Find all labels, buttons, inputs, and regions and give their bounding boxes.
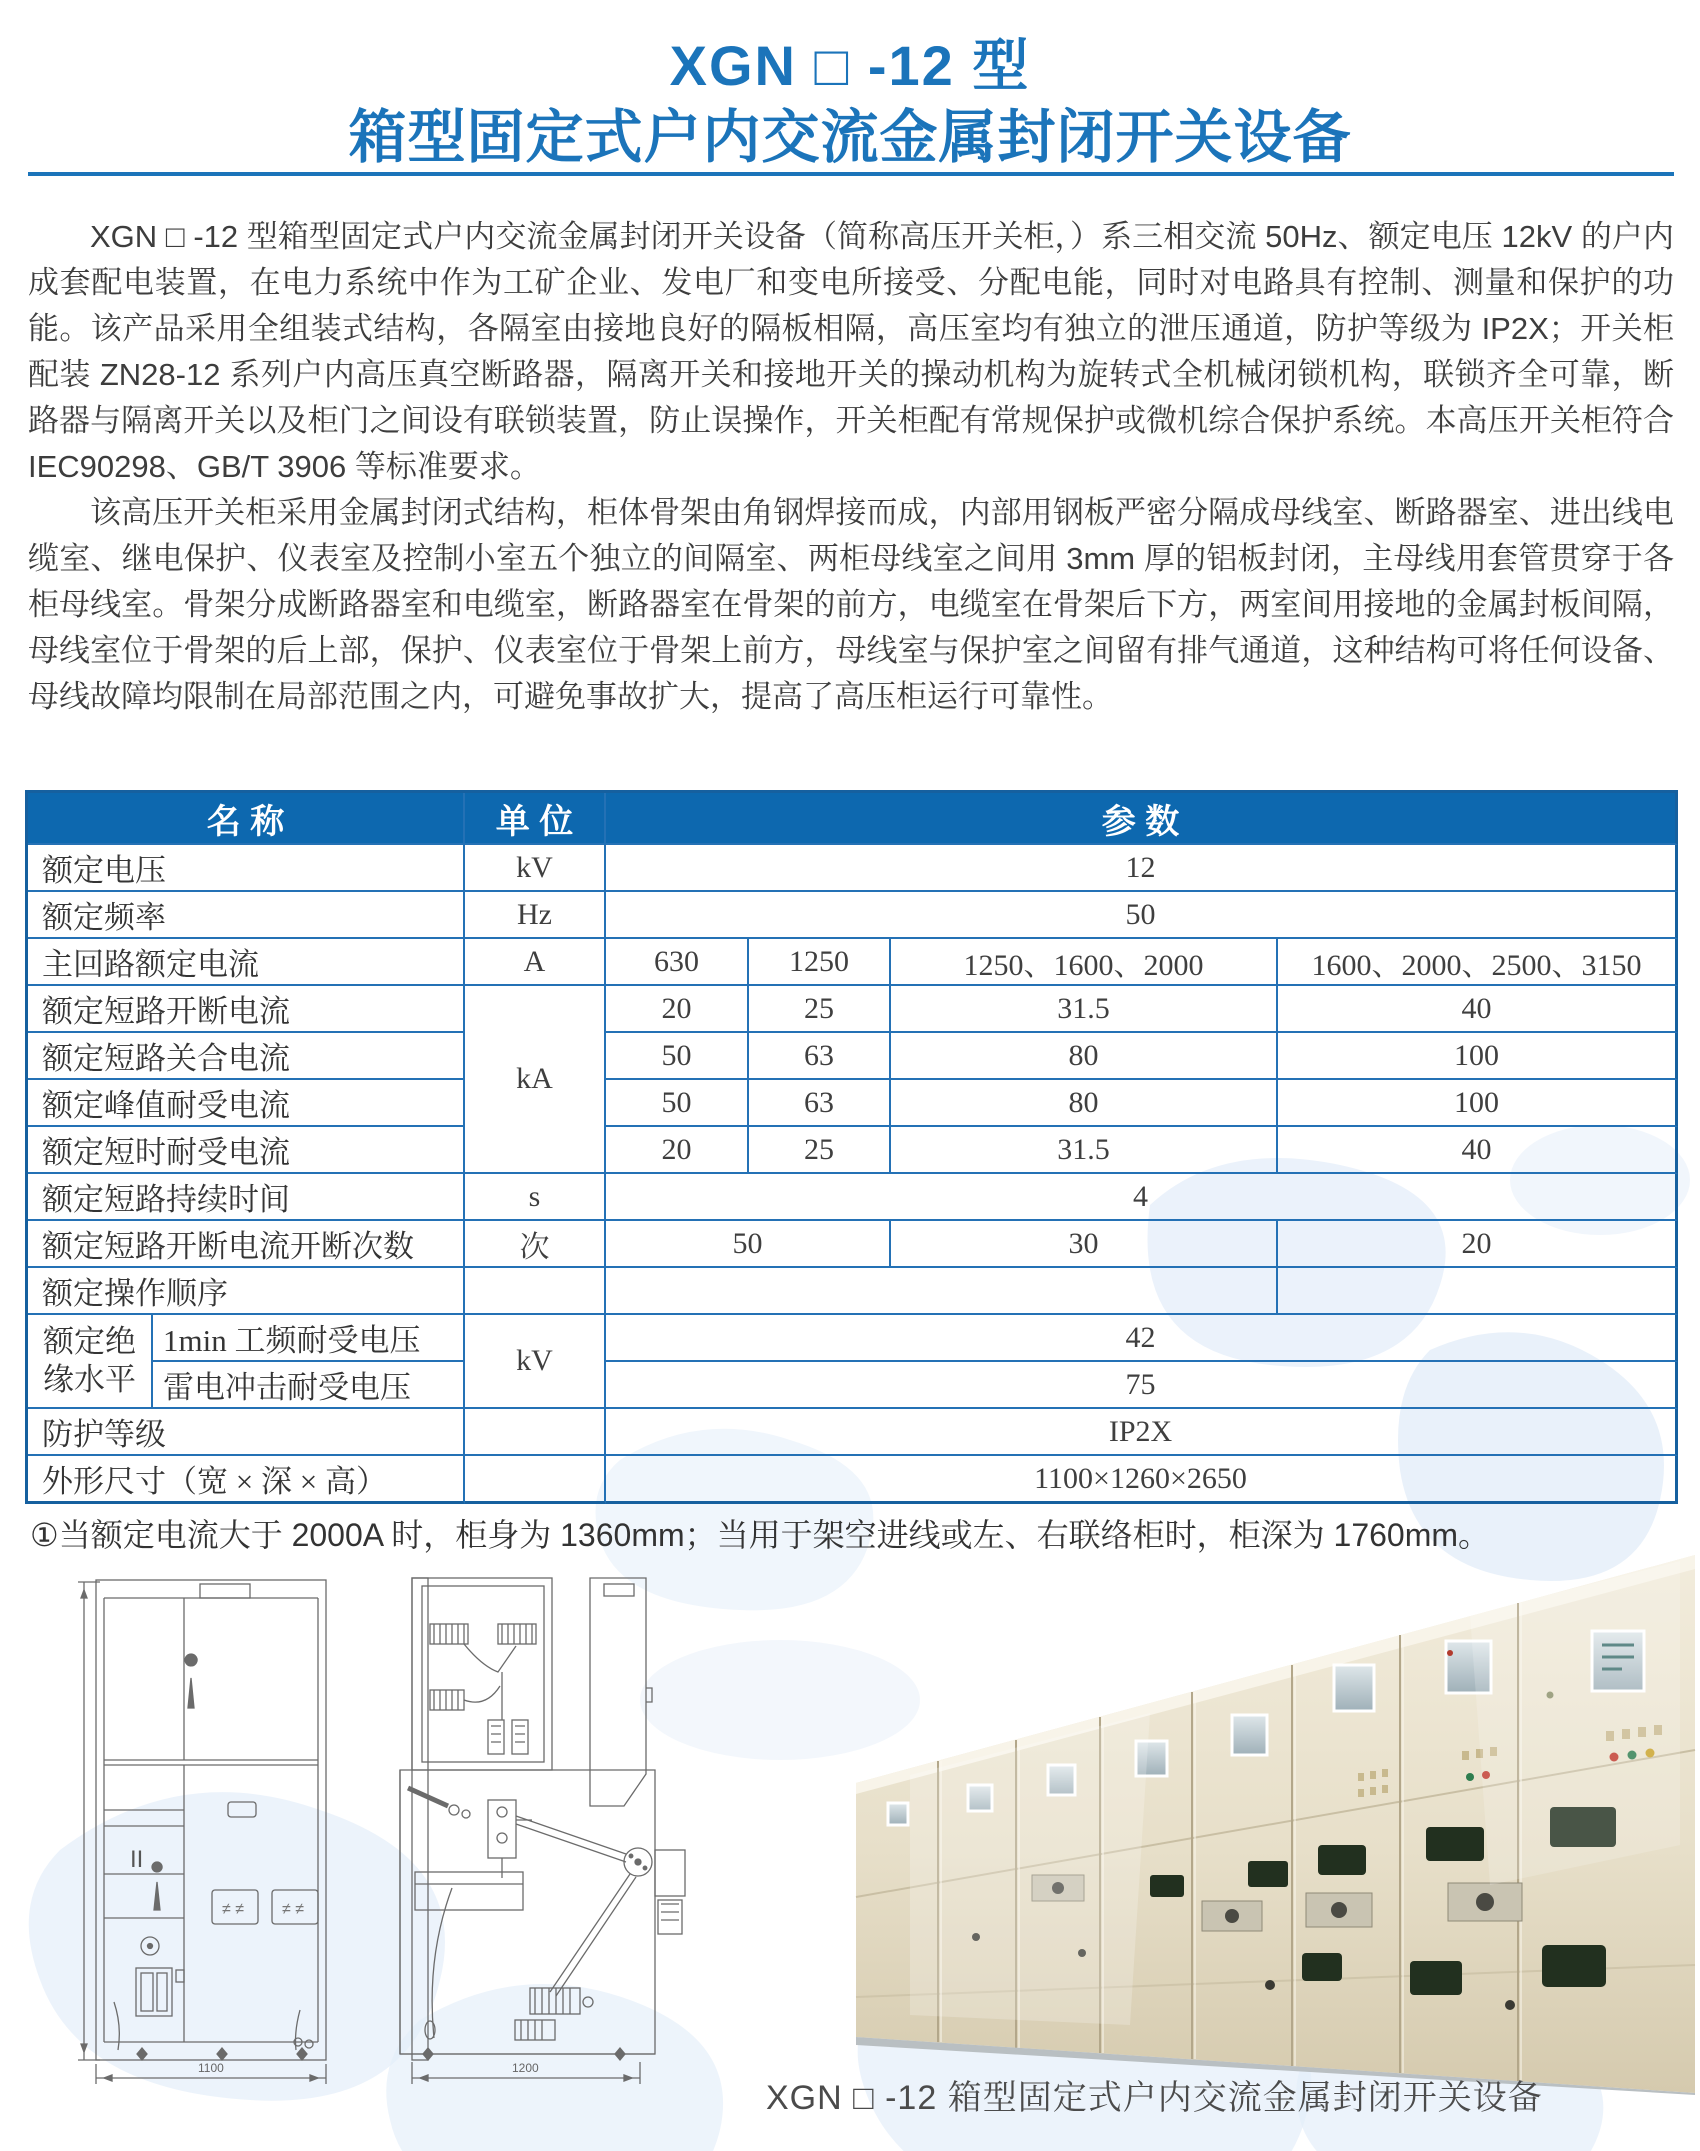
cell-name: 额定短路关合电流 [28, 1033, 465, 1080]
cell-value: 1250、1600、2000 [891, 939, 1278, 986]
cell-value: 1100×1260×2650 [606, 1456, 1678, 1504]
title-underline [28, 172, 1674, 176]
cell-value: 20 [606, 1127, 749, 1174]
cell-value: 50 [606, 1221, 891, 1268]
cell-value: 50 [606, 892, 1678, 939]
cell-name: 额定短路开断电流 [28, 986, 465, 1033]
cell-unit: Hz [465, 892, 606, 939]
cell-name: 额定短路开断电流开断次数 [28, 1221, 465, 1268]
svg-text:II: II [130, 1846, 144, 1873]
cell-unit-ka: kA [465, 986, 606, 1174]
col-header-unit: 单 位 [465, 793, 606, 845]
table-row-operations [28, 1221, 1678, 1268]
cell-value: 20 [1278, 1221, 1678, 1268]
page-title-line2: 箱型固定式户内交流金属封闭开关设备 [348, 105, 1352, 170]
cell-name: 外形尺寸（宽 × 深 × 高） [28, 1456, 465, 1504]
cell-value: 1250 [749, 939, 891, 986]
cell-unit: s [465, 1174, 606, 1221]
table-row-making [28, 1033, 1678, 1080]
technical-drawings [60, 1572, 705, 2117]
cell-unit: A [465, 939, 606, 986]
table-row-insulation-2 [28, 1362, 1678, 1409]
cell-value: 12 [606, 845, 1678, 892]
side-view-drawing [400, 1578, 685, 2084]
cell-unit-empty [465, 1409, 606, 1456]
cell-value: 1600、2000、2500、3150 [1278, 939, 1678, 986]
page-title-line1: XGN □ -12 型 [669, 34, 1031, 97]
intro-paragraph-2: 该高压开关柜采用金属封闭式结构，柜体骨架由角钢焊接而成，内部用钢板严密分隔成母线室、断路器室、进出线电缆室、继电保护、仪表室及控制小室五个独立的间隔室、两柜母线室之间用 3mm 厚的铝板封闭，主母线用套管贯穿于各柜母线室。骨架分成断路器室和电缆室，断路器室在骨架的前方，电缆室在骨架后下方，两室间用接地的金属封板间隔，母线室位于骨架的后上部，保护、仪表室位于骨架上前方，母线室与保护室之间留有排气通道，这种结构可将任何设备、母线故障均限制在局部范围之内，可避免事故扩大，提高了高压柜运行可靠性。 [28, 495, 1674, 714]
cell-value: 50 [606, 1080, 749, 1127]
cell-unit-empty [465, 1456, 606, 1504]
table-row-sequence [28, 1268, 1678, 1315]
cell-name: 额定峰值耐受电流 [28, 1080, 465, 1127]
table-row-breaking [28, 986, 1678, 1033]
table-row-peak [28, 1080, 1678, 1127]
cell-name: 额定电压 [28, 845, 465, 892]
cell-value: 42 [606, 1315, 1678, 1362]
cell-name: 额定短时耐受电流 [28, 1127, 465, 1174]
cell-value: 4 [606, 1174, 1678, 1221]
cell-value: 20 [606, 986, 749, 1033]
cell-value-empty [1278, 1268, 1678, 1315]
table-row-duration [28, 1174, 1678, 1221]
cell-subname: 雷电冲击耐受电压 [153, 1362, 465, 1409]
svg-text:≠ ≠: ≠ ≠ [282, 1901, 305, 1918]
cell-value: 80 [891, 1033, 1278, 1080]
cell-value: 80 [891, 1080, 1278, 1127]
table-row-main-current [28, 939, 1678, 986]
cell-value: 40 [1278, 986, 1678, 1033]
cell-name: 主回路额定电流 [28, 939, 465, 986]
table-row-dimensions [28, 1456, 1678, 1504]
cell-value-empty [606, 1268, 1278, 1315]
cell-value: IP2X [606, 1409, 1678, 1456]
intro-text [28, 214, 1674, 720]
cell-value: 63 [749, 1080, 891, 1127]
cell-value: 25 [749, 986, 891, 1033]
coil-symbols [430, 1624, 536, 1710]
table-row-insulation-1 [28, 1315, 1678, 1362]
cell-unit-empty [465, 1268, 606, 1315]
col-header-params: 参 数 [606, 793, 1678, 845]
cell-value: 63 [749, 1033, 891, 1080]
svg-text:≠ ≠: ≠ ≠ [222, 1901, 245, 1918]
photo-caption: XGN □ -12 箱型固定式户内交流金属封闭开关设备 [766, 2079, 1543, 2117]
cell-value: 75 [606, 1362, 1678, 1409]
cell-value: 30 [891, 1221, 1278, 1268]
cell-value: 100 [1278, 1033, 1678, 1080]
cell-unit: 次 [465, 1221, 606, 1268]
table-header-row [28, 793, 1678, 845]
table-row-voltage [28, 845, 1678, 892]
cell-value: 25 [749, 1127, 891, 1174]
cell-name: 防护等级 [28, 1409, 465, 1456]
cell-value: 100 [1278, 1080, 1678, 1127]
spec-table [25, 790, 1678, 1504]
table-row-protection [28, 1409, 1678, 1456]
col-header-name: 名 称 [28, 793, 465, 845]
footnote: ①当额定电流大于 2000A 时，柜身为 1360mm；当用于架空进线或左、右联络柜时，柜深为 1760mm。 [30, 1517, 1491, 1553]
dimension-label-side-depth: 1200 [512, 2061, 539, 2075]
cell-subname: 1min 工频耐受电压 [153, 1315, 465, 1362]
cell-value: 630 [606, 939, 749, 986]
dimension-label-front-width: 1100 [198, 2061, 224, 2075]
table-row-frequency [28, 892, 1678, 939]
cell-unit: kV [465, 845, 606, 892]
product-photo [850, 1545, 1700, 2095]
cell-value: 31.5 [891, 986, 1278, 1033]
cell-unit-kv: kV [465, 1315, 606, 1409]
cell-name: 额定操作顺序 [28, 1268, 465, 1315]
cell-value: 40 [1278, 1127, 1678, 1174]
table-row-short-time [28, 1127, 1678, 1174]
cell-name: 额定短路持续时间 [28, 1174, 465, 1221]
cell-name: 额定频率 [28, 892, 465, 939]
cell-value: 31.5 [891, 1127, 1278, 1174]
intro-paragraph-1: XGN □ -12 型箱型固定式户内交流金属封闭开关设备（简称高压开关柜，）系三相交流 50Hz、额定电压 12kV 的户内成套配电装置，在电力系统中作为工矿企业、发电厂和变电所接受、分配电能，同时对电路具有控制、测量和保护的功能。该产品采用全组装式结构，各隔室由接地良好的隔板相隔，高压室均有独立的泄压通道，防护等级为 IP2X；开关柜配装 ZN28-12 系列户内高压真空断路器，隔离开关和接地开关的操动机构为旋转式全机械闭锁机构，联锁齐全可靠，断路器与隔离开关以及柜门之间设有联锁装置，防止误操作，开关柜配有常规保护或微机综合保护系统。本高压开关柜符合 IEC90298、GB/T 3906 等标准要求。 [28, 219, 1674, 484]
cell-value: 50 [606, 1033, 749, 1080]
cell-group-name: 额定绝缘水平 [28, 1315, 153, 1409]
front-view-drawing [78, 1580, 326, 2084]
